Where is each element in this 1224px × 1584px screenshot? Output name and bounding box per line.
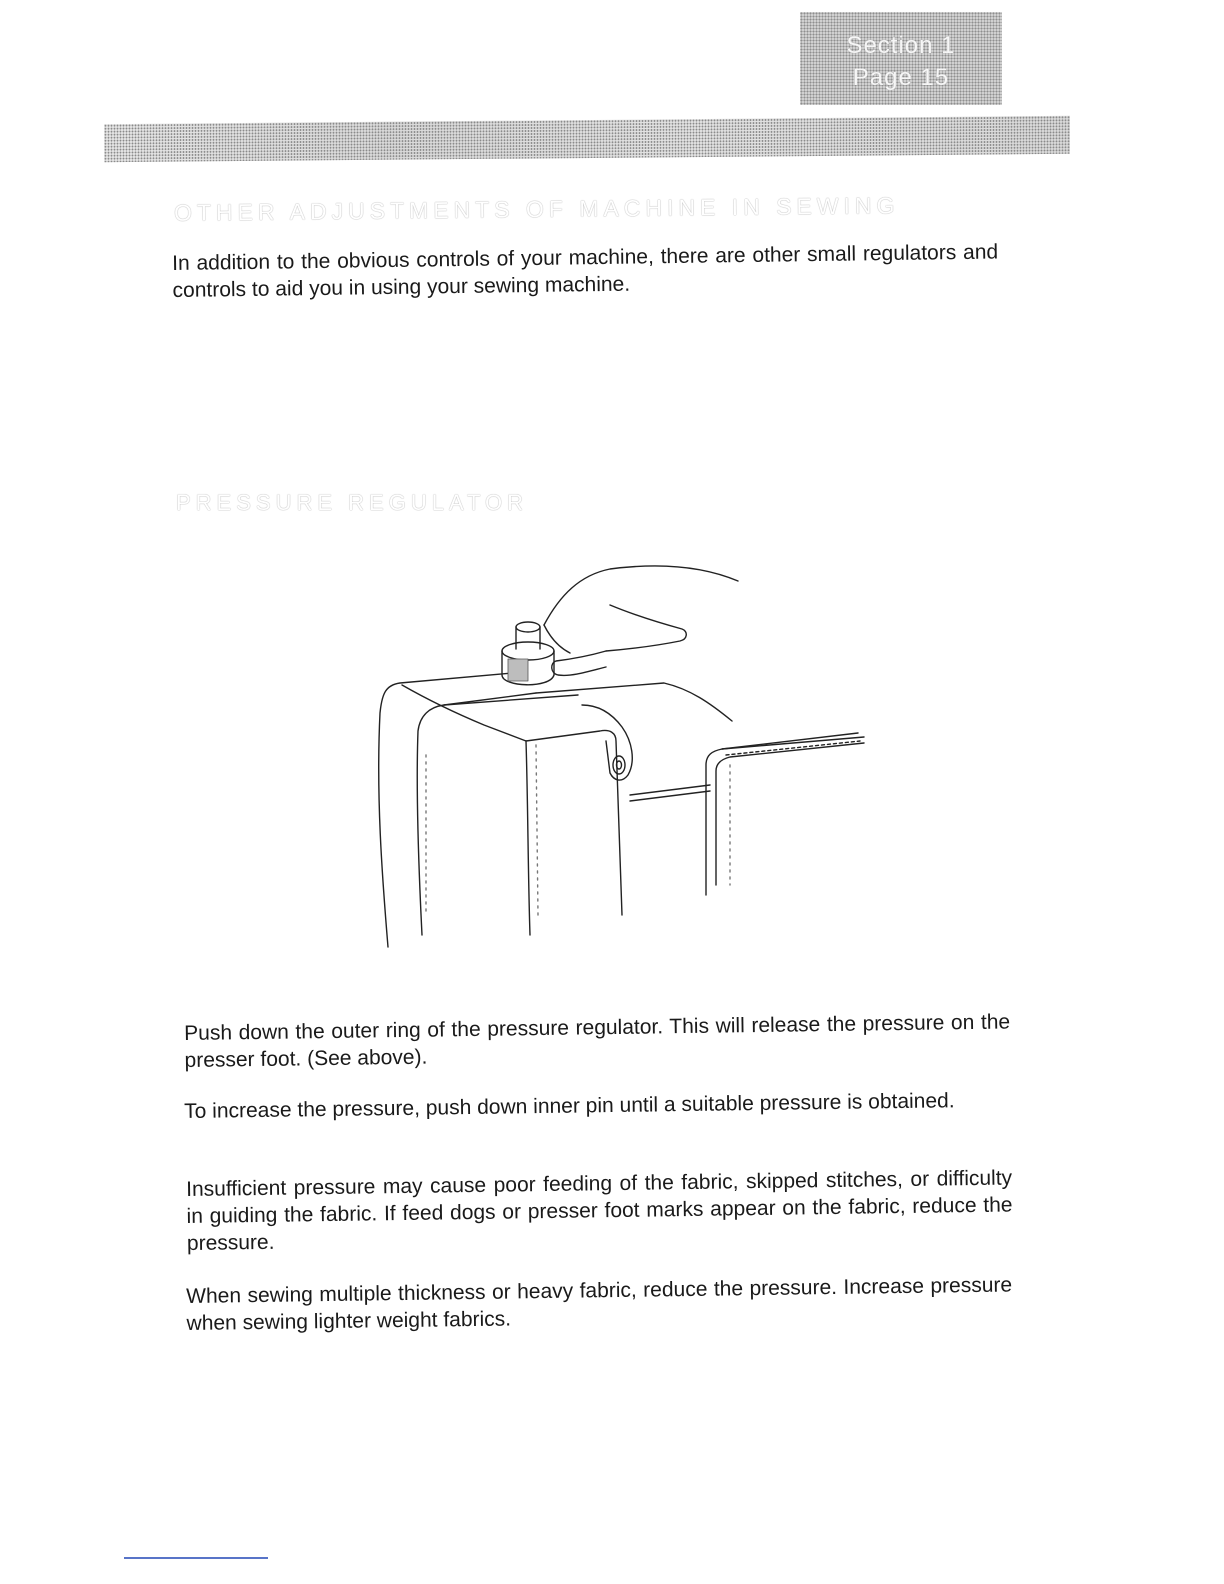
pressure-regulator-heading: PRESSURE REGULATOR xyxy=(176,490,529,515)
main-heading: OTHER ADJUSTMENTS OF MACHINE IN SEWING xyxy=(173,192,900,226)
body-right-top xyxy=(722,733,858,749)
bottom-rule xyxy=(124,1557,268,1559)
thumb-line xyxy=(544,625,570,653)
machine-head-inner xyxy=(417,693,536,935)
machine-front-corner xyxy=(526,741,530,935)
finger-upper xyxy=(606,605,686,651)
paragraph-heavy-fabric: When sewing multiple thickness or heavy fabric, reduce the pressure. Increase pressure when sewing lighter weight fabrics. xyxy=(186,1273,1013,1335)
machine-top-bevel xyxy=(402,685,526,741)
section-page-tab xyxy=(800,12,1002,105)
machine-head-outline xyxy=(379,673,512,947)
body-right-inner xyxy=(716,743,864,885)
machine-arm-line-2 xyxy=(630,791,710,801)
page-label: Page 15 xyxy=(852,64,950,91)
paragraph-insufficient-pressure: Insufficient pressure may cause poor feeding of the fabric, skipped stitches, or difficulty in guiding the fabric. If feed dogs or presser foot marks appear on the fabric, reduce the pressure. xyxy=(186,1166,1013,1255)
bracket-screw xyxy=(613,756,625,774)
header-band xyxy=(104,116,1070,162)
machine-arm-line xyxy=(630,785,710,795)
ring-knurl xyxy=(508,659,528,681)
pressure-regulator-illustration xyxy=(360,555,880,955)
paragraph-increase-pressure: To increase the pressure, push down inner pin until a suitable pressure is obtained. xyxy=(184,1089,955,1123)
intro-paragraph: In addition to the obvious controls of your machine, there are other small regulators and controls to aid you in using your sewing machine. xyxy=(172,240,999,302)
paragraph-push-ring: Push down the outer ring of the pressure regulator. This will release the pressure on the presser foot. (See above). xyxy=(184,1010,1011,1072)
section-label: Section 1 xyxy=(846,32,956,59)
machine-top-edge xyxy=(444,683,732,721)
finger-lower xyxy=(552,651,606,675)
